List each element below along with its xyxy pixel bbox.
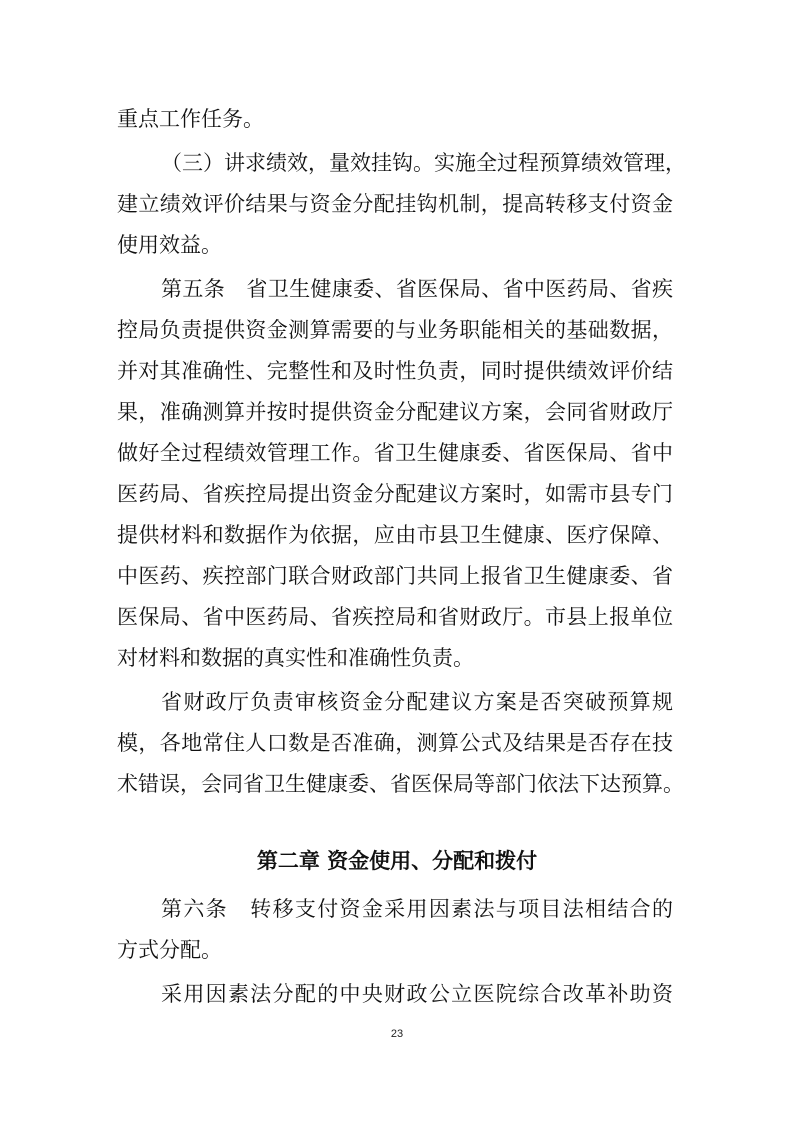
body-line: 对材料和数据的真实性和准确性负责。 xyxy=(117,646,474,670)
body-line: 第六条 转移支付资金采用因素法与项目法相结合的 xyxy=(161,897,673,921)
body-line: 重点工作任务。 xyxy=(117,107,264,131)
body-line: 使用效益。 xyxy=(117,233,222,257)
body-line: 医保局、省中医药局、省疾控局和省财政厅。市县上报单位 xyxy=(117,605,673,629)
body-line: 建立绩效评价结果与资金分配挂钩机制，提高转移支付资金 xyxy=(117,192,673,216)
body-line: （三）讲求绩效，量效挂钩。实施全过程预算绩效管理， xyxy=(161,151,686,175)
body-line: 医药局、省疾控局提出资金分配建议方案时，如需市县专门 xyxy=(117,482,673,506)
body-line: 省财政厅负责审核资金分配建议方案是否突破预算规 xyxy=(161,690,673,714)
body-line: 模，各地常住人口数是否准确，测算公式及结果是否存在技 xyxy=(117,731,673,755)
chapter-heading: 第二章 资金使用、分配和拨付 xyxy=(256,849,538,873)
body-line: 果，准确测算并按时提供资金分配建议方案，会同省财政厅 xyxy=(117,400,673,424)
body-line: 方式分配。 xyxy=(117,938,222,962)
body-line: 中医药、疾控部门联合财政部门共同上报省卫生健康委、省 xyxy=(117,564,673,588)
body-line: 提供材料和数据作为依据，应由市县卫生健康、医疗保障、 xyxy=(117,523,673,547)
page-number: 23 xyxy=(390,1028,404,1040)
body-line: 控局负责提供资金测算需要的与业务职能相关的基础数据， xyxy=(117,318,673,342)
body-line: 第五条 省卫生健康委、省医保局、省中医药局、省疾 xyxy=(161,277,673,301)
body-line: 并对其准确性、完整性和及时性负责，同时提供绩效评价结 xyxy=(117,359,673,383)
body-line: 做好全过程绩效管理工作。省卫生健康委、省医保局、省中 xyxy=(117,441,673,465)
body-line: 采用因素法分配的中央财政公立医院综合改革补助资 xyxy=(161,982,673,1006)
body-line: 术错误，会同省卫生健康委、省医保局等部门依法下达预算。 xyxy=(117,772,684,796)
